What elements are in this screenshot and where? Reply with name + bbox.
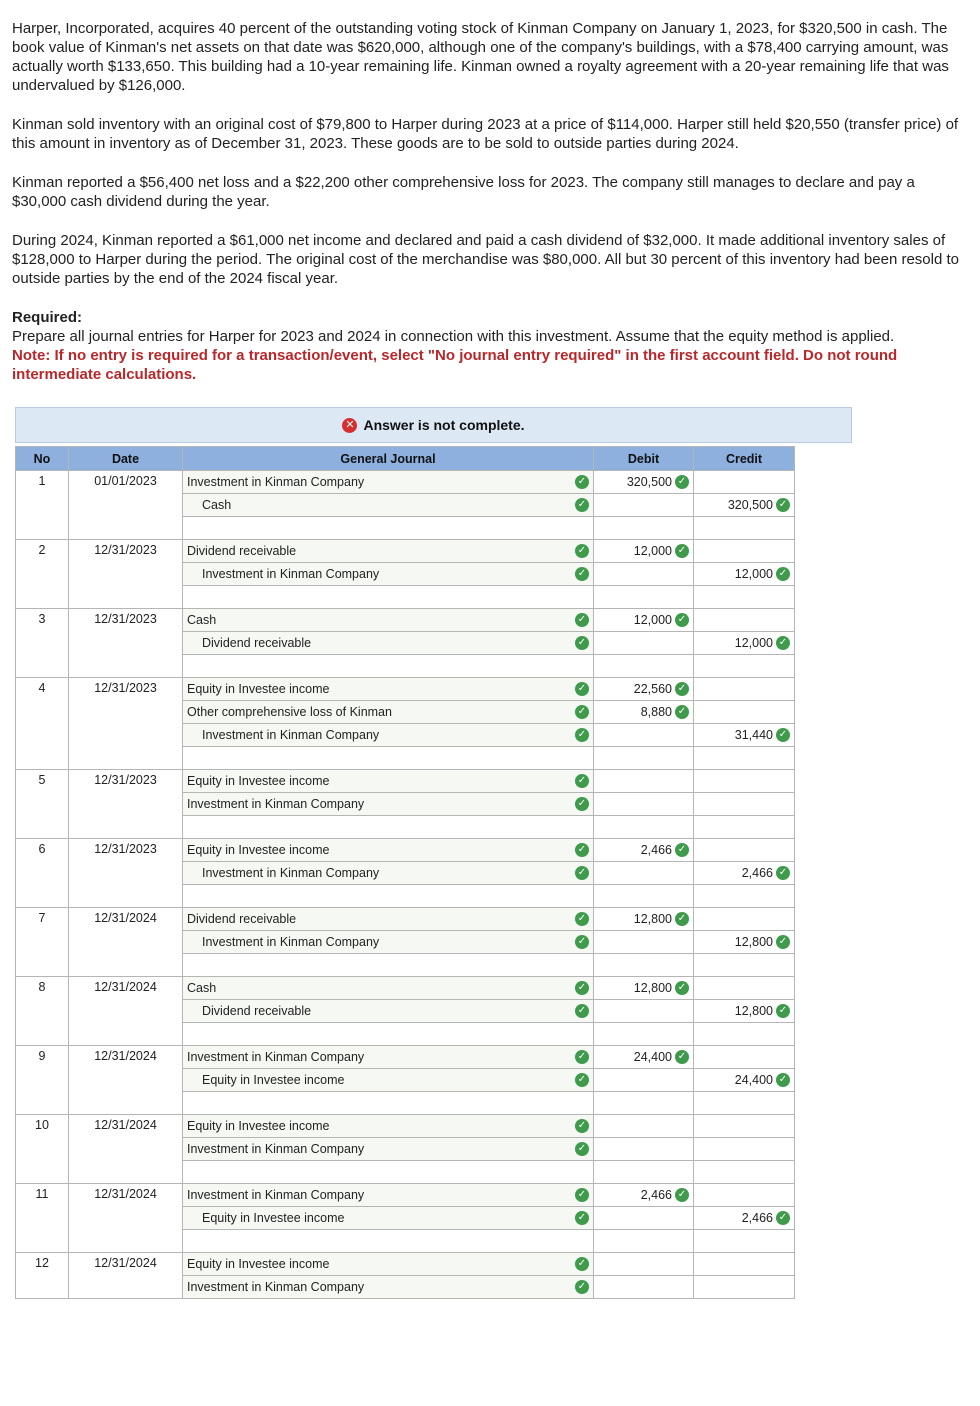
debit-amount-value: 22,560 <box>633 682 672 696</box>
debit-amount-field[interactable] <box>594 954 694 977</box>
entry-number: 8 <box>16 977 69 1046</box>
check-correct-icon: ✓ <box>675 544 689 558</box>
header-general-journal: General Journal <box>183 447 594 471</box>
account-name: Investment in Kinman Company <box>187 1050 365 1064</box>
check-correct-icon: ✓ <box>675 1050 689 1064</box>
credit-amount-field[interactable] <box>694 701 795 724</box>
entry-number: 12 <box>16 1253 69 1299</box>
account-field[interactable] <box>183 1046 594 1069</box>
journal-line-row <box>16 1115 795 1138</box>
debit-amount-field[interactable] <box>594 1184 694 1207</box>
account-field[interactable] <box>183 586 594 609</box>
check-correct-icon: ✓ <box>675 843 689 857</box>
account-name: Equity in Investee income <box>202 1073 345 1087</box>
credit-amount-field[interactable] <box>694 1207 795 1230</box>
check-correct-icon: ✓ <box>675 1188 689 1202</box>
entry-number: 3 <box>16 609 69 678</box>
credit-amount-value: 12,000 <box>734 567 773 581</box>
account-name: Investment in Kinman Company <box>187 475 365 489</box>
account-field[interactable] <box>183 931 594 954</box>
account-field[interactable] <box>183 908 594 931</box>
answer-status-text: Answer is not complete. <box>363 417 525 433</box>
journal-line-row <box>16 540 795 563</box>
check-correct-icon: ✓ <box>675 613 689 627</box>
credit-amount-value: 2,466 <box>741 1211 773 1225</box>
check-correct-icon: ✓ <box>575 475 589 489</box>
credit-amount-field[interactable] <box>694 1276 795 1299</box>
account-name: Investment in Kinman Company <box>202 728 380 742</box>
debit-amount-field[interactable] <box>594 862 694 885</box>
credit-amount-field[interactable] <box>694 632 795 655</box>
entry-number: 10 <box>16 1115 69 1184</box>
debit-amount-field[interactable] <box>594 494 694 517</box>
credit-amount-field[interactable] <box>694 1069 795 1092</box>
journal-line-row <box>16 609 795 632</box>
debit-amount-field[interactable] <box>594 1138 694 1161</box>
credit-amount-field[interactable] <box>694 862 795 885</box>
credit-amount-field[interactable] <box>694 885 795 908</box>
debit-amount-field[interactable] <box>594 1046 694 1069</box>
credit-amount-field[interactable] <box>694 471 795 494</box>
debit-amount-value: 8,880 <box>640 705 672 719</box>
account-field[interactable] <box>183 1138 594 1161</box>
credit-amount-field[interactable] <box>694 1000 795 1023</box>
check-correct-icon: ✓ <box>575 1280 589 1294</box>
check-correct-icon: ✓ <box>575 544 589 558</box>
debit-amount-field[interactable] <box>594 586 694 609</box>
credit-amount-field[interactable] <box>694 1115 795 1138</box>
debit-amount-field[interactable] <box>594 701 694 724</box>
problem-paragraph-4: During 2024, Kinman reported a $61,000 net income and declared and paid a cash dividend of $32,000. It made additional inventory sales of $128,000 to Harper during the period. The original cost of the merchandise was $80,000. All but 30 percent of this inventory had been resold to outside parties by the end of the 2024 fiscal year. <box>12 232 959 287</box>
check-correct-icon: ✓ <box>776 636 790 650</box>
debit-amount-field[interactable] <box>594 908 694 931</box>
account-field[interactable] <box>183 517 594 540</box>
entry-date[interactable]: 12/31/2023 <box>69 609 183 678</box>
debit-amount-value: 2,466 <box>640 843 672 857</box>
credit-amount-value: 12,800 <box>734 935 773 949</box>
check-correct-icon: ✓ <box>575 981 589 995</box>
check-correct-icon: ✓ <box>776 866 790 880</box>
check-correct-icon: ✓ <box>575 682 589 696</box>
account-name: Equity in Investee income <box>187 774 330 788</box>
account-field[interactable] <box>183 793 594 816</box>
credit-amount-field[interactable] <box>694 540 795 563</box>
answer-status-banner <box>15 407 852 443</box>
account-name: Dividend receivable <box>187 912 297 926</box>
debit-amount-field[interactable] <box>594 1000 694 1023</box>
debit-amount-field[interactable] <box>594 816 694 839</box>
account-field[interactable] <box>183 885 594 908</box>
entry-date[interactable]: 12/31/2023 <box>69 770 183 839</box>
debit-amount-field[interactable] <box>594 517 694 540</box>
check-correct-icon: ✓ <box>675 705 689 719</box>
credit-amount-field[interactable] <box>694 494 795 517</box>
check-correct-icon: ✓ <box>575 843 589 857</box>
check-correct-icon: ✓ <box>575 797 589 811</box>
problem-paragraph-1: Harper, Incorporated, acquires 40 percent of the outstanding voting stock of Kinman Company on January 1, 2023, for $320,500 in cash. The book value of Kinman's net assets on that date was $620,000, although one of the company's buildings, with a $78,400 carrying amount, was actually worth $133,650. This building had a 10-year remaining life. Kinman owned a royalty agreement with a 20-year remaining life that was undervalued by $126,000. <box>12 20 949 94</box>
entry-date[interactable]: 12/31/2024 <box>69 1184 183 1253</box>
account-field[interactable] <box>183 1115 594 1138</box>
debit-amount-value: 24,400 <box>633 1050 672 1064</box>
credit-amount-field[interactable] <box>694 586 795 609</box>
debit-amount-field[interactable] <box>594 1023 694 1046</box>
account-field[interactable] <box>183 724 594 747</box>
account-field[interactable] <box>183 839 594 862</box>
problem-paragraph-3: Kinman reported a $56,400 net loss and a $22,200 other comprehensive loss for 2023. The company still manages to declare and pay a $30,000 cash dividend during the year. <box>12 174 915 210</box>
credit-amount-field[interactable] <box>694 977 795 1000</box>
debit-amount-field[interactable] <box>594 977 694 1000</box>
check-correct-icon: ✓ <box>575 1257 589 1271</box>
debit-amount-field[interactable] <box>594 632 694 655</box>
debit-amount-field[interactable] <box>594 931 694 954</box>
check-correct-icon: ✓ <box>575 613 589 627</box>
check-correct-icon: ✓ <box>575 1004 589 1018</box>
debit-amount-field[interactable] <box>594 885 694 908</box>
credit-amount-field[interactable] <box>694 954 795 977</box>
account-field[interactable] <box>183 609 594 632</box>
debit-amount-field[interactable] <box>594 1115 694 1138</box>
check-correct-icon: ✓ <box>575 912 589 926</box>
debit-amount-field[interactable] <box>594 563 694 586</box>
debit-amount-value: 12,000 <box>633 613 672 627</box>
credit-amount-value: 31,440 <box>734 728 773 742</box>
account-name: Dividend receivable <box>187 544 297 558</box>
check-correct-icon: ✓ <box>575 1188 589 1202</box>
check-correct-icon: ✓ <box>776 1211 790 1225</box>
debit-amount-value: 12,800 <box>633 912 672 926</box>
entry-number: 11 <box>16 1184 69 1253</box>
required-text: Prepare all journal entries for Harper for 2023 and 2024 in connection with this investment. Assume that the equity method is applied. <box>12 328 895 345</box>
debit-amount-field[interactable] <box>594 793 694 816</box>
credit-amount-field[interactable] <box>694 770 795 793</box>
entry-number: 7 <box>16 908 69 977</box>
debit-amount-value: 12,800 <box>633 981 672 995</box>
account-name: Cash <box>187 613 217 627</box>
journal-line-row <box>16 839 795 862</box>
general-journal-table <box>15 446 795 1299</box>
credit-amount-field[interactable] <box>694 1046 795 1069</box>
account-name: Investment in Kinman Company <box>187 797 365 811</box>
credit-amount-field[interactable] <box>694 816 795 839</box>
entry-date[interactable]: 12/31/2023 <box>69 678 183 770</box>
check-correct-icon: ✓ <box>776 728 790 742</box>
account-name: Investment in Kinman Company <box>202 567 380 581</box>
header-date: Date <box>69 447 183 471</box>
check-correct-icon: ✓ <box>575 1211 589 1225</box>
debit-amount-field[interactable] <box>594 747 694 770</box>
account-field[interactable] <box>183 701 594 724</box>
journal-line-row <box>16 770 795 793</box>
check-correct-icon: ✓ <box>575 1050 589 1064</box>
credit-amount-value: 320,500 <box>727 498 773 512</box>
check-correct-icon: ✓ <box>575 636 589 650</box>
account-field[interactable] <box>183 1069 594 1092</box>
credit-amount-value: 24,400 <box>734 1073 773 1087</box>
debit-amount-field[interactable] <box>594 678 694 701</box>
entry-number: 4 <box>16 678 69 770</box>
check-correct-icon: ✓ <box>675 475 689 489</box>
check-correct-icon: ✓ <box>575 567 589 581</box>
journal-line-row <box>16 678 795 701</box>
entry-date[interactable]: 01/01/2023 <box>69 471 183 540</box>
debit-amount-field[interactable] <box>594 839 694 862</box>
check-correct-icon: ✓ <box>575 1142 589 1156</box>
entry-date[interactable]: 12/31/2024 <box>69 1115 183 1184</box>
entry-number: 9 <box>16 1046 69 1115</box>
debit-amount-value: 12,000 <box>633 544 672 558</box>
account-field[interactable] <box>183 1230 594 1253</box>
credit-amount-field[interactable] <box>694 609 795 632</box>
account-field[interactable] <box>183 632 594 655</box>
account-field[interactable] <box>183 954 594 977</box>
account-field[interactable] <box>183 1000 594 1023</box>
account-field[interactable] <box>183 1161 594 1184</box>
credit-amount-value: 12,800 <box>734 1004 773 1018</box>
journal-line-row <box>16 471 795 494</box>
credit-amount-field[interactable] <box>694 839 795 862</box>
credit-amount-field[interactable] <box>694 678 795 701</box>
check-correct-icon: ✓ <box>776 1004 790 1018</box>
credit-amount-value: 12,000 <box>734 636 773 650</box>
account-name: Equity in Investee income <box>187 682 330 696</box>
required-section <box>12 308 962 384</box>
check-correct-icon: ✓ <box>776 1073 790 1087</box>
header-credit: Credit <box>694 447 795 471</box>
debit-amount-value: 320,500 <box>626 475 672 489</box>
account-name: Investment in Kinman Company <box>202 935 380 949</box>
journal-body <box>16 471 795 1299</box>
account-field[interactable] <box>183 1092 594 1115</box>
credit-amount-value: 2,466 <box>741 866 773 880</box>
account-field[interactable] <box>183 816 594 839</box>
account-field[interactable] <box>183 1276 594 1299</box>
entry-date[interactable]: 12/31/2024 <box>69 908 183 977</box>
account-name: Equity in Investee income <box>187 843 330 857</box>
account-field[interactable] <box>183 747 594 770</box>
debit-amount-field[interactable] <box>594 1253 694 1276</box>
account-field[interactable] <box>183 977 594 1000</box>
credit-amount-field[interactable] <box>694 793 795 816</box>
debit-amount-field[interactable] <box>594 770 694 793</box>
account-name: Equity in Investee income <box>187 1119 330 1133</box>
header-no: No <box>16 447 69 471</box>
account-field[interactable] <box>183 1207 594 1230</box>
entry-date[interactable]: 12/31/2023 <box>69 839 183 908</box>
account-name: Cash <box>187 981 217 995</box>
account-field[interactable] <box>183 540 594 563</box>
journal-header-row <box>16 447 795 471</box>
account-field[interactable] <box>183 862 594 885</box>
debit-amount-field[interactable] <box>594 655 694 678</box>
credit-amount-field[interactable] <box>694 724 795 747</box>
credit-amount-field[interactable] <box>694 1184 795 1207</box>
entry-number: 5 <box>16 770 69 839</box>
entry-date[interactable]: 12/31/2024 <box>69 1046 183 1115</box>
credit-amount-field[interactable] <box>694 655 795 678</box>
journal-line-row <box>16 1253 795 1276</box>
account-field[interactable] <box>183 678 594 701</box>
check-correct-icon: ✓ <box>575 1073 589 1087</box>
entry-number: 2 <box>16 540 69 609</box>
check-correct-icon: ✓ <box>575 1119 589 1133</box>
account-name: Investment in Kinman Company <box>187 1280 365 1294</box>
debit-amount-field[interactable] <box>594 1161 694 1184</box>
debit-amount-field[interactable] <box>594 1230 694 1253</box>
credit-amount-field[interactable] <box>694 1253 795 1276</box>
account-name: Investment in Kinman Company <box>187 1188 365 1202</box>
debit-amount-field[interactable] <box>594 471 694 494</box>
account-name: Investment in Kinman Company <box>187 1142 365 1156</box>
credit-amount-field[interactable] <box>694 931 795 954</box>
check-correct-icon: ✓ <box>776 498 790 512</box>
check-correct-icon: ✓ <box>675 682 689 696</box>
account-name: Equity in Investee income <box>202 1211 345 1225</box>
credit-amount-field[interactable] <box>694 1092 795 1115</box>
account-name: Equity in Investee income <box>187 1257 330 1271</box>
check-correct-icon: ✓ <box>776 567 790 581</box>
account-name: Other comprehensive loss of Kinman <box>187 705 392 719</box>
header-debit: Debit <box>594 447 694 471</box>
journal-line-row <box>16 908 795 931</box>
check-correct-icon: ✓ <box>675 912 689 926</box>
check-correct-icon: ✓ <box>575 728 589 742</box>
check-correct-icon: ✓ <box>575 866 589 880</box>
account-field[interactable] <box>183 471 594 494</box>
account-name: Dividend receivable <box>202 1004 312 1018</box>
credit-amount-field[interactable] <box>694 517 795 540</box>
check-correct-icon: ✓ <box>575 705 589 719</box>
required-note: Note: If no entry is required for a transaction/event, select "No journal entry required" in the first account field. Do not round intermediate calculations. <box>12 347 898 383</box>
account-name: Investment in Kinman Company <box>202 866 380 880</box>
credit-amount-field[interactable] <box>694 1161 795 1184</box>
entry-date[interactable]: 12/31/2024 <box>69 1253 183 1299</box>
debit-amount-field[interactable] <box>594 724 694 747</box>
entry-date[interactable]: 12/31/2023 <box>69 540 183 609</box>
credit-amount-field[interactable] <box>694 908 795 931</box>
problem-paragraph-2: Kinman sold inventory with an original cost of $79,800 to Harper during 2023 at a price of $114,000. Harper still held $20,550 (transfer price) of this amount in inventory as of December 31, 2023. These goods are to be sold to outside parties during 2024. <box>12 116 959 152</box>
credit-amount-field[interactable] <box>694 1230 795 1253</box>
debit-amount-field[interactable] <box>594 1207 694 1230</box>
credit-amount-field[interactable] <box>694 1023 795 1046</box>
debit-amount-field[interactable] <box>594 609 694 632</box>
debit-amount-field[interactable] <box>594 1092 694 1115</box>
check-correct-icon: ✓ <box>575 935 589 949</box>
required-label: Required: <box>12 309 83 326</box>
check-correct-icon: ✓ <box>675 981 689 995</box>
journal-line-row <box>16 1046 795 1069</box>
entry-number: 6 <box>16 839 69 908</box>
credit-amount-field[interactable] <box>694 563 795 586</box>
account-field[interactable] <box>183 1184 594 1207</box>
x-circle-icon: ✕ <box>342 418 357 433</box>
account-field[interactable] <box>183 494 594 517</box>
account-name: Dividend receivable <box>202 636 312 650</box>
check-correct-icon: ✓ <box>776 935 790 949</box>
credit-amount-field[interactable] <box>694 747 795 770</box>
check-correct-icon: ✓ <box>575 498 589 512</box>
account-field[interactable] <box>183 655 594 678</box>
account-field[interactable] <box>183 1253 594 1276</box>
debit-amount-value: 2,466 <box>640 1188 672 1202</box>
check-correct-icon: ✓ <box>575 774 589 788</box>
journal-line-row <box>16 977 795 1000</box>
account-field[interactable] <box>183 770 594 793</box>
account-field[interactable] <box>183 563 594 586</box>
debit-amount-field[interactable] <box>594 540 694 563</box>
debit-amount-field[interactable] <box>594 1276 694 1299</box>
debit-amount-field[interactable] <box>594 1069 694 1092</box>
entry-date[interactable]: 12/31/2024 <box>69 977 183 1046</box>
account-field[interactable] <box>183 1023 594 1046</box>
entry-number: 1 <box>16 471 69 540</box>
credit-amount-field[interactable] <box>694 1138 795 1161</box>
account-name: Cash <box>202 498 232 512</box>
journal-line-row <box>16 1184 795 1207</box>
